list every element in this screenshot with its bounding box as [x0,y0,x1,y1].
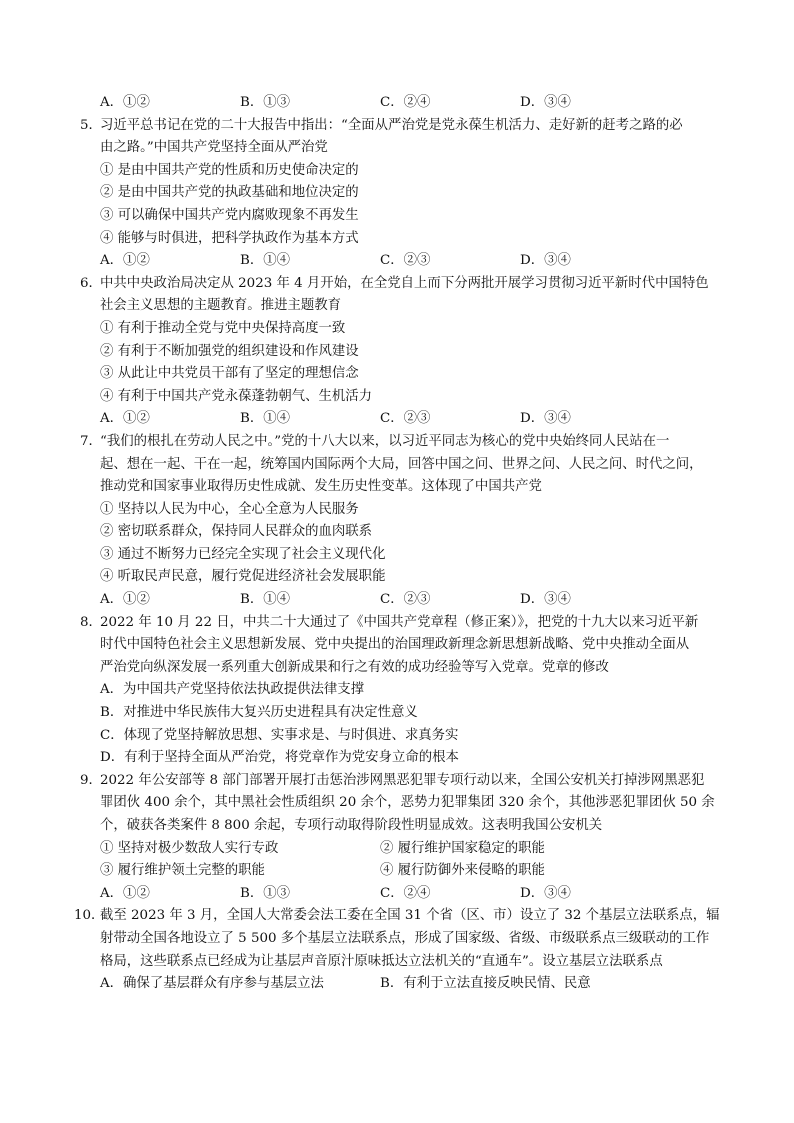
exam-page [74,92,730,996]
q7-item-2: ② 密切联系群众，保持同人民群众的血肉联系 [100,524,373,540]
q4-option-b: B．①③ [240,95,291,110]
q8-stem-line-1: 8．2022 年 10 月 22 日，中共二十大通过了《中国共产党章程（修正案）》，把党的十九大以来习近平新 [80,612,730,635]
q6-stem-line-2: 社会主义思想的主题教育。推进主题教育 [100,298,342,314]
q9-items-row-1 [80,838,730,861]
q5-item-3: ③ 可以确保中国共产党内腐败现象不再发生 [100,207,359,223]
q9-item-3: ③ 履行维护领土完整的职能 [100,863,265,879]
q6-number: 6． [80,275,102,291]
q9-option-b: B．①③ [240,885,291,901]
q7-option-d: D．③④ [520,592,571,608]
q6-stem-line-1: 6．中共中央政治局决定从 2023 年 4 月开始，在全党自上而下分两批开展学习贯彻习近平新时代中国特色 [80,273,730,296]
q9-item-2: ② 履行维护国家稳定的职能 [380,840,545,856]
q9-option-c: C．②④ [380,885,431,901]
q10-stem-line-3: 格局，这些联系点已经成为让基层声音原汁原味抵达立法机关的“直通车”。设立基层立法联系点 [100,953,663,969]
q9-stem-line-2: 罪团伙 400 余个，其中黑社会性质组织 20 余个，恶势力犯罪集团 320 余个，其他涉恶犯罪团伙 50 余 [100,795,715,811]
q10-stem-line-1: 10．截至 2023 年 3 月，全国人大常委会法工委在全国 31 个省（区、市）设立了 32 个基层立法联系点，辐 [80,905,730,928]
q9-stem-line-1: 9．2022 年公安部等 8 部门部署开展打击惩治涉网黑恶犯罪专项行动以来，全国公安机关打掉涉网黑恶犯 [80,770,730,793]
q10-number: 10． [74,908,105,924]
q6-option-c: C．②③ [380,411,431,427]
q8-number: 8． [80,614,102,630]
q9-options [80,883,730,906]
q7-option-a: A．①② [100,592,150,608]
q7-option-c: C．②③ [380,592,431,608]
q6-item-3: ③ 从此让中共党员干部有了坚定的理想信念 [100,366,359,382]
q7-stem-line-1: 7．“我们的根扎在劳动人民之中。”党的十八大以来，以习近平同志为核心的党中央始终同人民站在一 [80,431,730,454]
q7-stem-line-3: 推动党和国家事业取得历史性成就、发生历史性变革。这体现了中国共产党 [100,479,542,495]
q5-number: 5． [80,117,102,133]
q9-item-1: ① 坚持对极少数敌人实行专政 [100,840,279,856]
q8-option-a: A．为中国共产党坚持依法执政提供法律支撑 [100,682,365,698]
q6-item-1: ① 有利于推动全党与党中央保持高度一致 [100,320,346,336]
q6-item-2: ② 有利于不断加强党的组织建设和作风建设 [100,343,359,359]
q10-stem-line-2: 射带动全国各地设立了 5 500 多个基层立法联系点，形成了国家级、省级、市级联系点三级联动的工作 [100,930,710,946]
q7-stem-line-2: 起、想在一起、干在一起，统筹国内国际两个大局，回答中国之问、世界之问、人民之问、时代之问， [100,456,703,472]
q6-option-b: B．①④ [240,411,291,427]
q5-option-b: B．①④ [240,253,291,269]
q8-stem-line-3: 严治党向纵深发展一系列重大创新成果和行之有效的成功经验等写入党章。党章的修改 [100,659,609,675]
q5-option-c: C．②③ [380,253,431,269]
q5-item-4: ④ 能够与时俱进，把科学执政作为基本方式 [100,230,359,246]
q9-option-a: A．①② [100,885,150,901]
q7-item-4: ④ 听取民声民意，履行党促进经济社会发展职能 [100,569,386,585]
q5-stem-line-1: 5．习近平总书记在党的二十大报告中指出：“全面从严治党是党永葆生机活力、走好新的赶考之路的必 [80,115,730,138]
q5-item-1: ① 是由中国共产党的性质和历史使命决定的 [100,162,359,178]
q5-option-a: A．①② [100,253,150,269]
q7-item-3: ③ 通过不断努力已经完全实现了社会主义现代化 [100,546,386,562]
q9-number: 9． [80,772,102,788]
q5-options [80,250,730,273]
q8-option-b: B．对推进中华民族伟大复兴历史进程具有决定性意义 [100,705,418,721]
q7-item-1: ① 坚持以人民为中心，全心全意为人民服务 [100,501,359,517]
q9-stem-line-3: 个，破获各类案件 8 800 余起，专项行动取得阶段性明显成效。这表明我国公安机关 [100,818,603,833]
q6-options [80,408,730,431]
q6-option-d: D．③④ [520,411,571,427]
q9-items-row-2 [80,860,730,883]
q4-option-c: C．②④ [380,95,431,110]
q5-stem-line-2: 由之路。”中国共产党坚持全面从严治党 [100,140,328,156]
q8-option-c: C．体现了党坚持解放思想、实事求是、与时俱进、求真务实 [100,727,459,743]
q6-item-4: ④ 有利于中国共产党永葆蓬勃朝气、生机活力 [100,388,373,404]
q9-option-d: D．③④ [520,885,571,901]
q4-options [80,92,730,115]
q6-option-a: A．①② [100,411,150,427]
q10-option-b: B．有利于立法直接反映民情、民意 [380,976,591,992]
q4-option-a: A．①② [100,95,150,110]
q8-option-d: D．有利于坚持全面从严治党，将党章作为党安身立命的根本 [100,750,459,766]
q10-options-row-1 [80,973,730,996]
q8-stem-line-2: 时代中国特色社会主义思想新发展、党中央提出的治国理政新理念新思想新战略、党中央推动全面从 [100,637,690,653]
q7-option-b: B．①④ [240,592,291,608]
q4-option-d: D．③④ [520,95,571,110]
q7-options [80,589,730,612]
q5-item-2: ② 是由中国共产党的执政基础和地位决定的 [100,185,359,201]
q7-number: 7． [80,433,102,449]
q10-option-a: A．确保了基层群众有序参与基层立法 [100,976,324,992]
q9-item-4: ④ 履行防御外来侵略的职能 [380,863,545,879]
q5-option-d: D．③④ [520,253,571,269]
